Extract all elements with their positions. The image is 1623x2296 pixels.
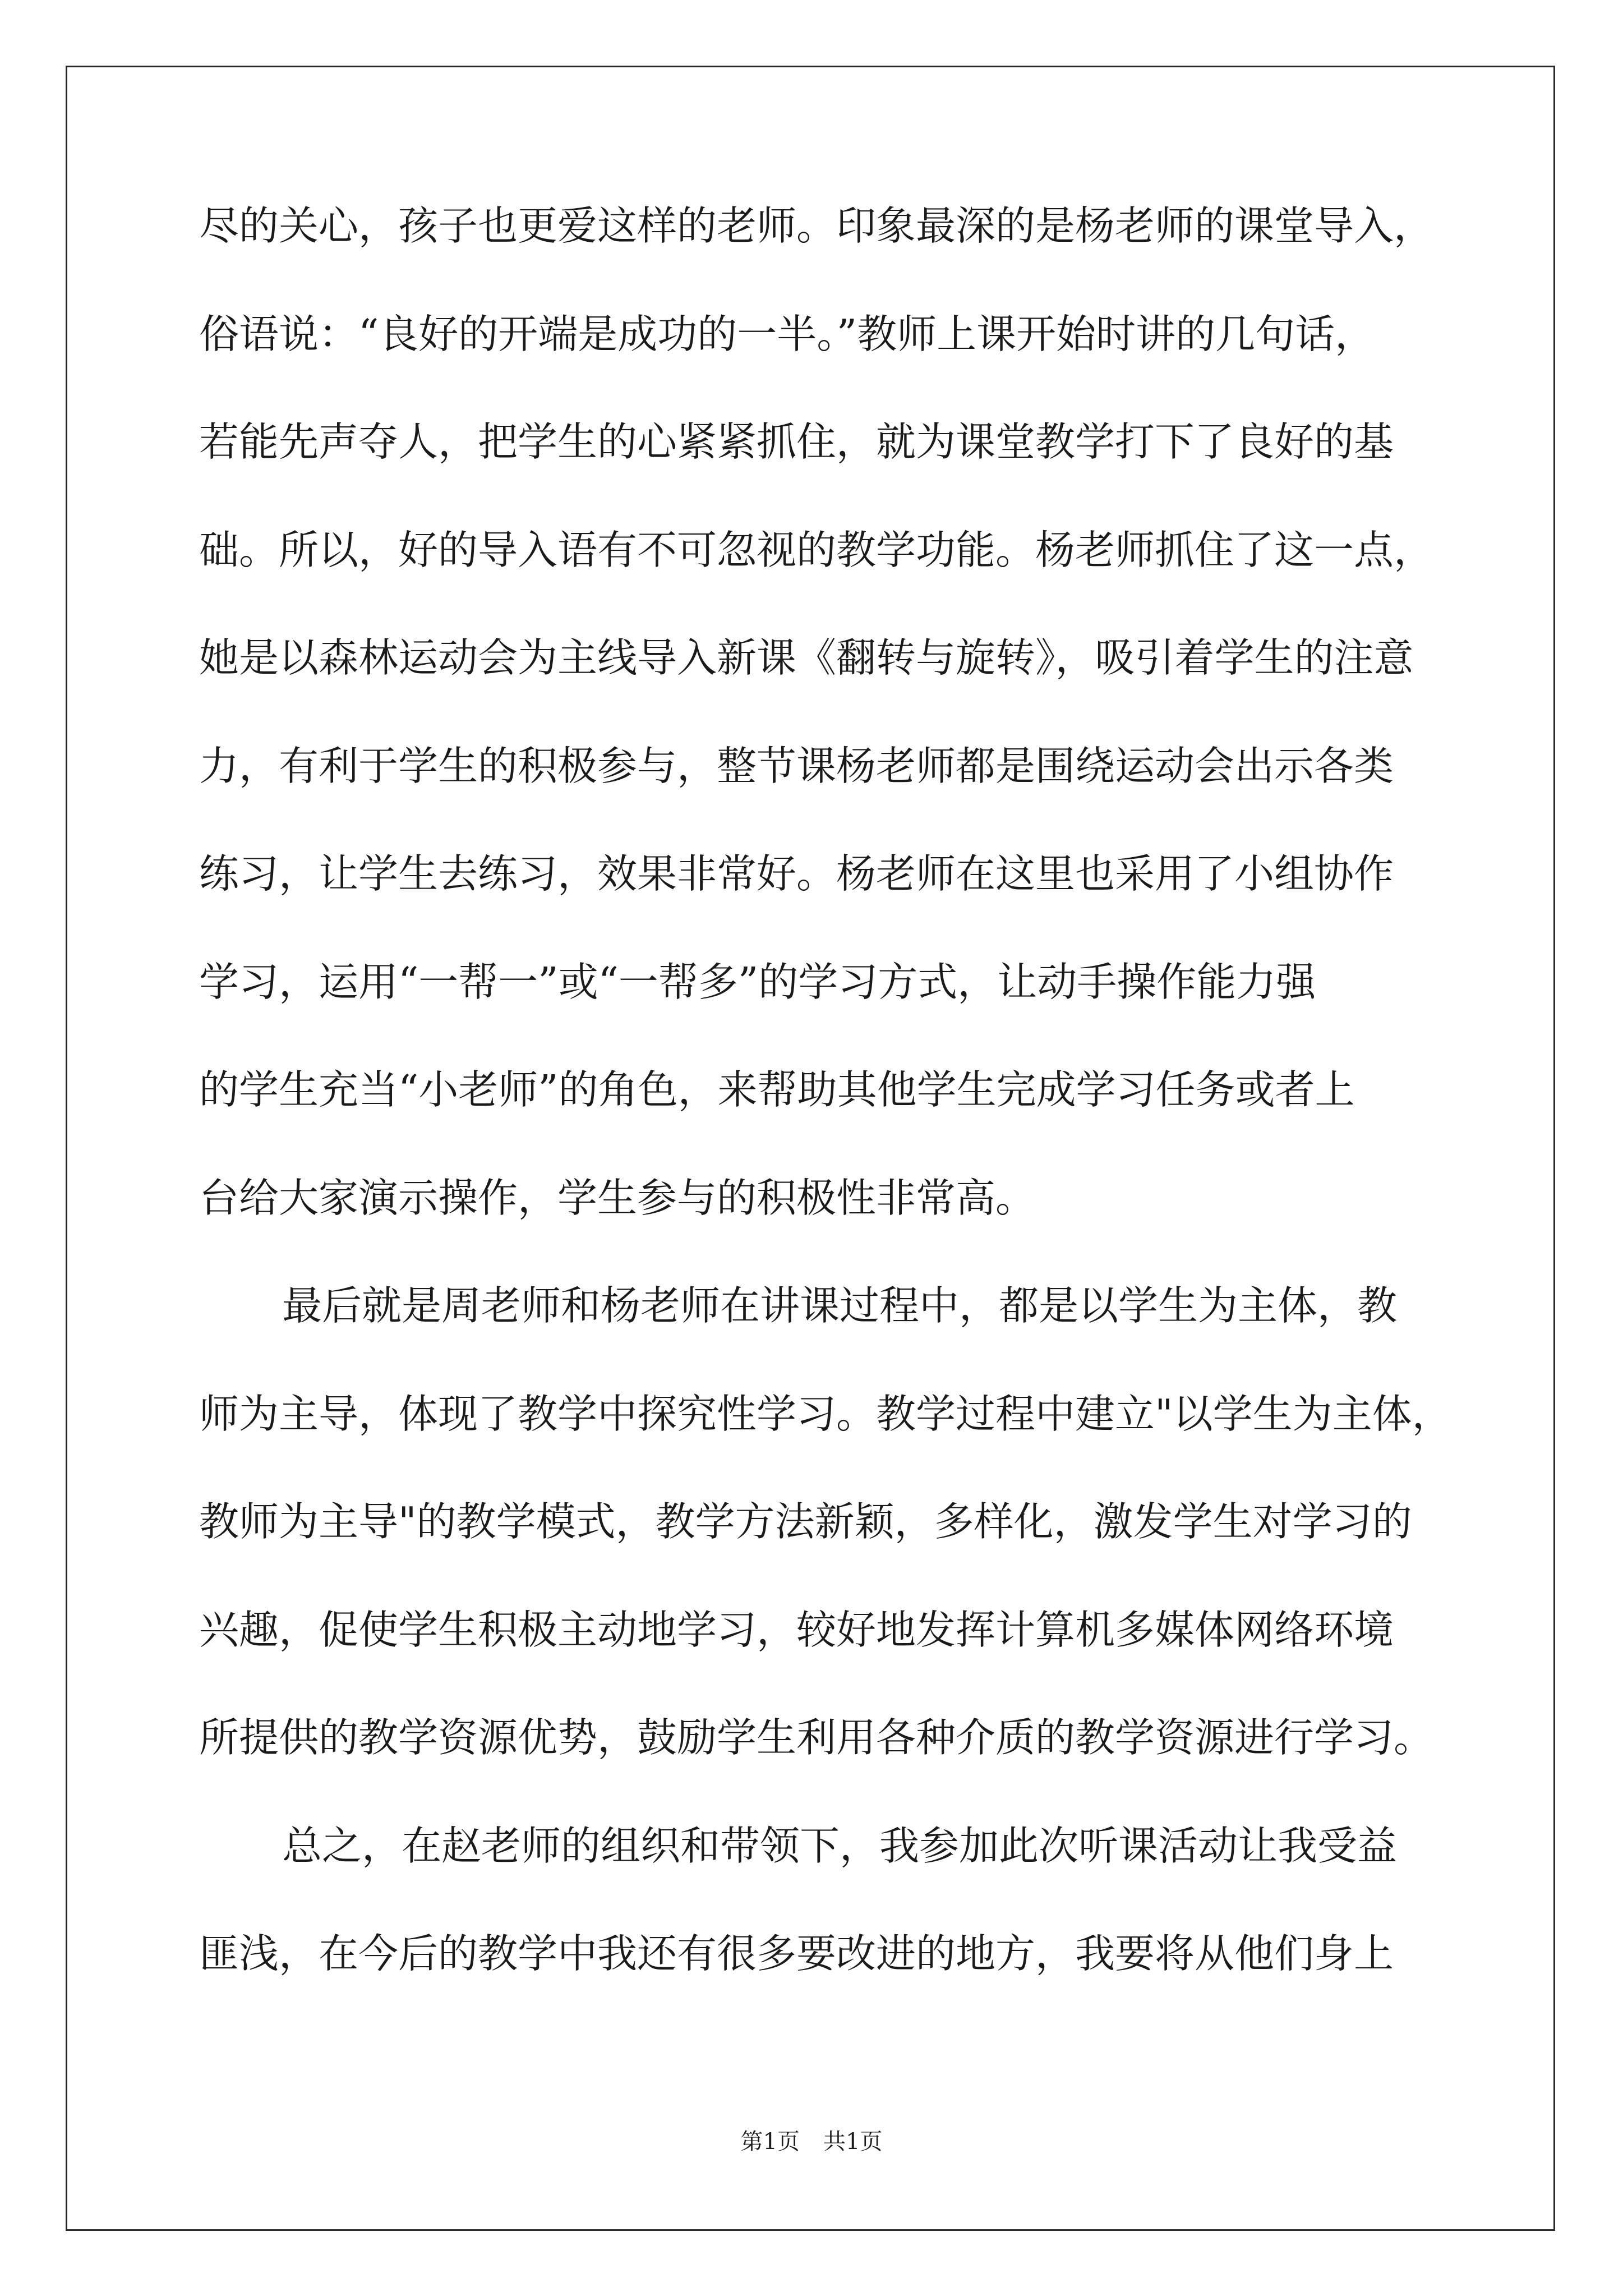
text-line: 她是以森林运动会为主线导入新课《翻转与旋转》，吸引着学生的注意 <box>199 634 1414 681</box>
text-line: 若能先声夺人，把学生的心紧紧抓住，就为课堂教学打下了良好的基 <box>199 418 1394 465</box>
text-line: 练习，让学生去练习，效果非常好。杨老师在这里也采用了小组协作 <box>199 850 1394 897</box>
text-line: 匪浅，在今后的教学中我还有很多要改进的地方，我要将从他们身上 <box>199 1930 1394 1977</box>
paragraph-start-line: 总之，在赵老师的组织和带领下，我参加此次听课活动让我受益 <box>282 1823 1398 1869</box>
text-line: 力，有利于学生的积极参与，整节课杨老师都是围绕运动会出示各类 <box>199 743 1394 789</box>
text-line: 俗语说：“良好的开端是成功的一半。”教师上课开始时讲的几句话， <box>199 311 1375 357</box>
text-line: 教师为主导"的教学模式，教学方法新颖，多样化，激发学生对学习的 <box>199 1498 1412 1545</box>
text-line: 学习，运用“一帮一”或“一帮多”的学习方式，让动手操作能力强 <box>199 959 1316 1005</box>
text-line: 兴趣，促使学生积极主动地学习，较好地发挥计算机多媒体网络环境 <box>199 1607 1394 1653</box>
text-line: 尽的关心，孩子也更爱这样的老师。印象最深的是杨老师的课堂导入， <box>199 203 1434 249</box>
text-line: 础。所以，好的导入语有不可忽视的教学功能。杨老师抓住了这一点， <box>199 527 1434 573</box>
text-line: 所提供的教学资源优势，鼓励学生利用各种介质的教学资源进行学习。 <box>199 1714 1434 1761</box>
text-line: 师为主导，体现了教学中探究性学习。教学过程中建立"以学生为主体， <box>199 1391 1452 1437</box>
paragraph-start-line: 最后就是周老师和杨老师在讲课过程中，都是以学生为主体，教 <box>282 1282 1398 1329</box>
page-total: 共1页 <box>823 2129 883 2155</box>
text-line: 台给大家演示操作，学生参与的积极性非常高。 <box>199 1175 1036 1221</box>
page-number: 第1页 <box>740 2129 800 2155</box>
text-line: 的学生充当“小老师”的角色，来帮助其他学生完成学习任务或者上 <box>199 1066 1355 1113</box>
page-border <box>66 66 1555 2231</box>
page-footer <box>0 2125 1623 2159</box>
